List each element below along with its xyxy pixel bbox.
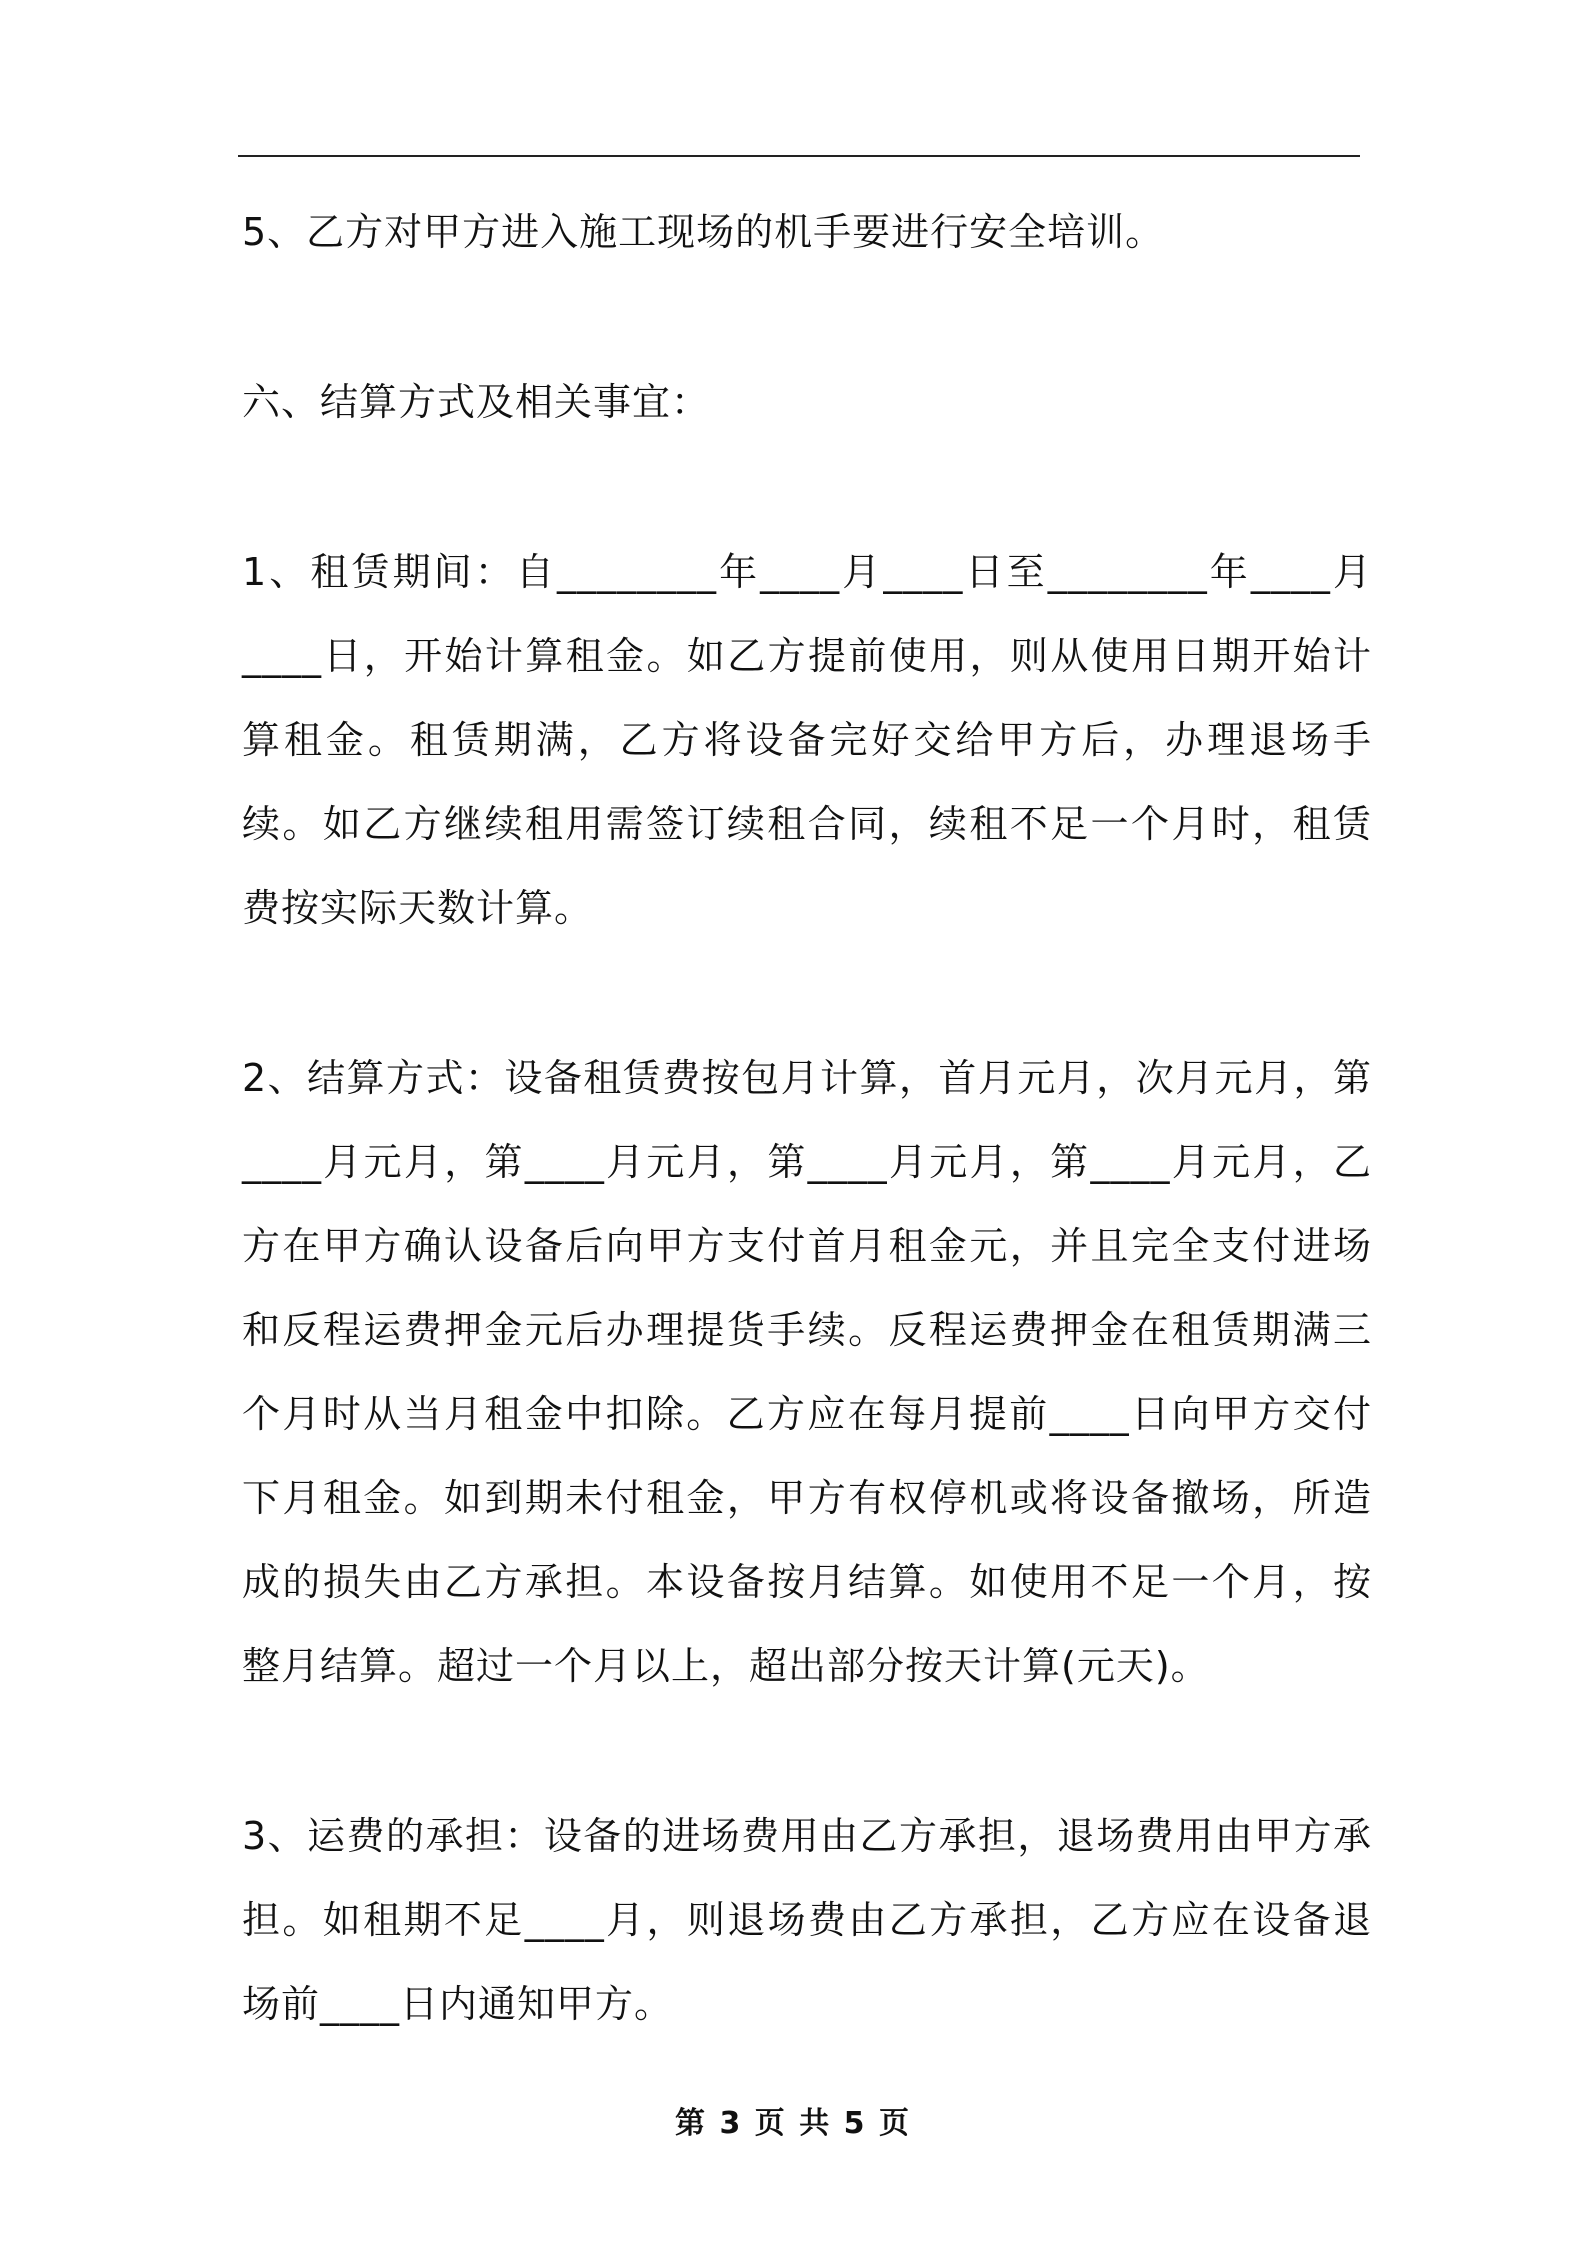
page-number: 第 3 页 共 5 页	[675, 2106, 911, 2141]
paragraph-safety-training: 5、乙方对甲方进入施工现场的机手要进行安全培训。	[242, 210, 1165, 254]
paragraph-lease-period: 1、租赁期间：自________年____月____日至________年____月____日，开始计算租金。如乙方提前使用，则从使用日期开始计算租金。租赁期满，乙方将设备完好交给甲方后，办理退场手续。如乙方继续租用需签订续租合同，续租不足一个月时，租赁费按实际天数计算。	[242, 550, 1372, 930]
paragraph-settlement-method: 2、结算方式：设备租赁费按包月计算，首月元月，次月元月，第____月元月，第____月元月，第____月元月，第____月元月，乙方在甲方确认设备后向甲方支付首月租金元，并且完全支付进场和反程运费押金元后办理提货手续。反程运费押金在租赁期满三个月时从当月租金中扣除。乙方应在每月提前____日向甲方交付下月租金。如到期未付租金，甲方有权停机或将设备撤场，所造成的损失由乙方承担。本设备按月结算。如使用不足一个月，按整月结算。超过一个月以上，超出部分按天计算(元天)。	[242, 1056, 1372, 1688]
section-heading-settlement: 六、结算方式及相关事宜：	[242, 380, 711, 424]
document-body	[242, 190, 1372, 2046]
header-divider	[238, 155, 1360, 157]
paragraph-freight-costs: 3、运费的承担：设备的进场费用由乙方承担，退场费用由甲方承担。如租期不足____月，则退场费由乙方承担，乙方应在设备退场前____日内通知甲方。	[242, 1814, 1372, 2026]
